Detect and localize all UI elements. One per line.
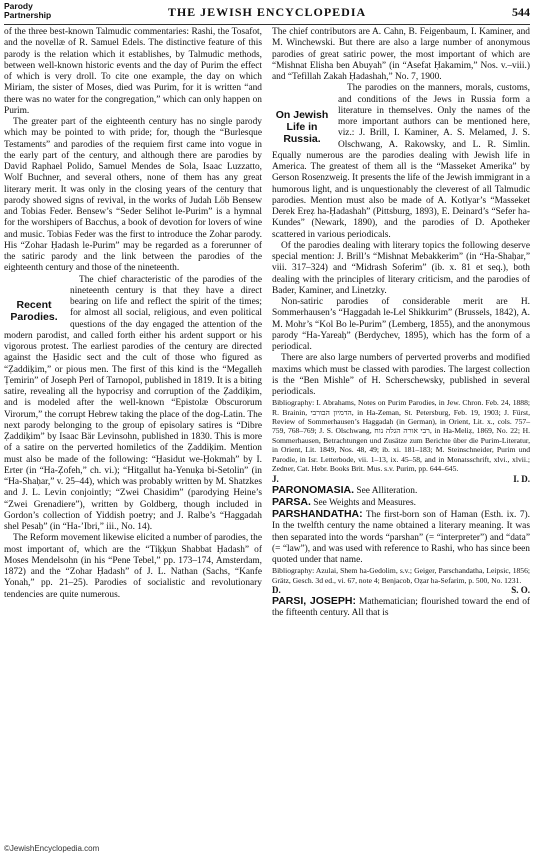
- running-head-section: Parody Partnership: [4, 1, 52, 20]
- paragraph: There are also large numbers of perverted proverbs and modified maxims which must be classed with parodies. The largest collection is the “Ben Mishle” of H. Scherschewsky, published in several periodicals.: [272, 353, 530, 397]
- running-head-title: THE JEWISH ENCYCLOPEDIA: [167, 5, 367, 19]
- entry-title: PARONOMASIA.: [272, 483, 355, 496]
- side-heading-recent-parodies: Recent Parodies.: [10, 298, 58, 323]
- paragraph: of the three best-known Talmudic commentaries: Rashi, the Tosafot, and the novellæ of R. Samuel Edels. The distinctive feature of this parody is the relation which it establishes, by Talmudic methods, between well-known historic events and the day of Purim the effect of which is very droll. To cite one example, the day on which Miriam, the sister of Moses, died was Purim, for it is written “and there was no water for the congregation,” which can only happen on Purim.: [4, 27, 262, 116]
- side-heading-jewish-life-russia: On Jewish Life in Russia.: [275, 109, 329, 146]
- entry-text: Mathematician; flourished toward the end of the fifteenth century. All that is: [272, 597, 530, 619]
- signature-right: I. D.: [513, 473, 530, 484]
- paragraph: The Reform movement likewise elicited a number of parodies, the most important of, which are the “Tiḳḳun Shabbat Ḥadash” of Moses Mendelsohn (in his “Pene Tebel,” pp. 173–174, Amsterdam, 1872) and the “Zohar Ḥadash” of J. L. Nathan (Sachs, “Kanfe Yonah,” pp. 21–25). Parodies of socialistic and revolutionary tendencies are quite numerous.: [4, 533, 262, 600]
- paragraph: Of the parodies dealing with literary topics the following deserve special mention: J. Brill’s “Mishnat Mebakkerim” (in “Ha-Shaḥar,” viii. 317–324) and “Midrash Soferim” (ib. x. 81 et seq.), both dealing with the principles of literary criticism, and the parodies of Bader, Kaminer, and Linetzky.: [272, 240, 530, 296]
- entry-parsi-joseph: [272, 596, 530, 620]
- signature-left: D.: [272, 585, 281, 596]
- cross-reference[interactable]: See Alliteration.: [356, 485, 418, 496]
- page-header: [4, 2, 530, 25]
- page-number: 544: [512, 5, 530, 19]
- entry-title: PARSHANDATHA:: [272, 508, 363, 520]
- left-column: [4, 27, 262, 601]
- entry-title: PARSA.: [272, 495, 311, 508]
- bibliography: Bibliography: Azulai, Shem ha-Gedolim, s.v.; Geiger, Parschandatha, Leipsic, 1856; Grätz, Gesch. 3d ed., vi. 67, note 4; Benjacob, Oẓar ha-Sefarim, p. 500, No. 1231.: [272, 566, 530, 585]
- paragraph: Non-satiric parodies of considerable merit are H. Sommerhausen’s “Haggadah le-Lel Shikkurim” (Brussels, 1842), A. M. Mohr’s “Kol Bo le-Purim” (Lemberg, 1855), and the anonymous parody “Ha-Yareaḥ” (Berdychev, 1895), which has the form of a periodical.: [272, 297, 530, 352]
- paragraph: The chief contributors are A. Cahn, B. Feigenbaum, I. Kaminer, and M. Winchewski. But there are also a large number of anonymous parodies of great satiric power, the most important of which are “Mishnat Elisha ben Abuyah” (in “Asefat Ḥakamim,” Nos. v.–viii.) and “Tefillah Zakah Ḥadashah,” No. 7, 1900.: [272, 27, 530, 82]
- signature-left: J.: [272, 473, 279, 484]
- signature-right: S. O.: [511, 585, 530, 596]
- paragraph: The greater part of the eighteenth century has no single parody which may be pointed to with pride; for, though the “Burlesque Testaments” and parodies of the requiem first came into vogue in the early part of the century, and although there are parodies by David Raphael Polido, Samuel Mendes de Sola, Isaac Luzzatto, Wolf Buchner, and several others, none of them has any great literary merit. It was only in the closing years of the century that parody showed signs of revival, in the works of Judah Löb Bensew and Tobias Feder. Bensew’s “Seder Selihot le-Purim” is a hymnal for the worshipers of Bacchus, a book of devotion for lovers of wine and music. Tobias Feder was the first to introduce the Zohar parody. His “Zohar Ḥadash le-Purim” may be regarded as a forerunner of the satiric parody and the link between the parodies of the eighteenth century and those of the nineteenth.: [4, 117, 262, 274]
- paragraph: The chief characteristic of the parodies of the nineteenth century is that they have a direct bearing on life and reflect the spirit of the times; for almost all social, religious, and even political questions of the day engaged the attention of the modern parodist, and called forth either his ardent support or his vigorous protest. The earliest parodies of the century are directed against the Ḥasidic sect and the cult of those who figured as “Ẓaddiḳim,” or pious men. The first of this kind is the “Megalleh Ṭemirin” of Joseph Perl of Tarnopol, published in 1819. It is a biting satire, revealing all the hypocrisy and corruption of the Ẓaddiḳim, and is modeled after the well-known “Epistolæ Obscurorum Virorum,” the corrupt Hebrew taking the place of the dog-Latin. The next parody belonging to the group of episolary satires is “Dibre Ẓaddiḳim” by Isaac Bär Levinsohn, published in 1830. This is more of a satire on the perverted homiletics of the Ẓaddiḳim. Mention must also be made of the following: “Ḥasidut we-Ḥokmah” by I. Erter (in “Ha-Ẓofeh,” ch. vi.); “Hitgallut ha-Yenuḳa bi-Setolin” (in “Ha-Shaḥar,” v. 25–44), which was probably written by M. Shatzkes and J. L. Levin conjointly; “Zwei Chasidim” (parodying Heine’s “Zwei Grenadiere”), written by Goldberg, though included in Gordon’s collection of Yiddish poetry; and J. Ralbe’s “Haggadah shel Pesaḥ” (in “Ha-’Ibri,” iii., No. 14).: [4, 274, 262, 532]
- entry-text: The first-born son of Haman (Esth. ix. 7). In the twelfth century the name obtained a literary meaning. It was then separated into the words “parshan” (= “interpreter”) and “data” (= “law”), and was used with reference to Rashi, who has since been quoted under that name.: [272, 510, 530, 565]
- cross-reference[interactable]: See Weights and Measures.: [313, 497, 416, 508]
- entry-parshandatha: [272, 509, 530, 566]
- copyright-footer: ©JewishEncyclopedia.com: [4, 844, 100, 853]
- entry-title: PARSI, JOSEPH:: [272, 595, 356, 608]
- paragraph: The parodies on the manners, morals, customs, and conditions of the Jews in Russia form a literature in themselves. Only the names of the more important authors can be mentioned here, viz.: J. Brill, I. Kaminer, A. S. Melamed, J. S. Olschwang, A. Rakowsky, and L. R. Simlin. Equally numerous are the parodies dealing with Jewish life in America. The greatest of them all is the “Masseket Amerika” by Gerson Rosenzweig. It presents the life of the Jewish immigrant in a humorous light, and is unquestionably the cleverest of all Talmudic parodies. Mention must also be made of A. Kotlyar’s “Masseket Derek Ereẓ ha-Ḥadashah” (Pittsburg, 1893), E. Deinard’s “Sefer ha-Kundes” (Newark, 1890), and the parodies of D. Apotheker scattered in various periodicals.: [272, 83, 530, 240]
- bibliography: Bibliography: I. Abrahams, Notes on Purim Parodies, in Jew. Chron. Feb. 24, 1888; R. Brainin, הדמיון הבורבי, in Ha-Zeman, St. Petersburg, Feb. 19, 1903; J. Fürst, Review of Sommerhausen’s Haggadah (in German), in Orient, Lit. x., cols. 757–759, 768–769; J. S. Olschwang, רבי אורה הגלה נוח, in Ha-Meliẓ, 1869, No. 22; H. Sommerhausen, Betrachtungen und Zusätze zum Berichte über die Purim-Literatur, in Orient, Lit. 1849, Nos. 48, 49; ib. xi. 181–183; M. Steinschneider, Purim und Parodie, in Isr. Letterbode, vii. 1–13, ix. 45–58, and in Monatsschrift, xlvi., xlvii.; Zedner, Cat. Hebr. Books Brit. Mus. s.v. Purim, pp. 644–645.: [272, 398, 530, 474]
- right-column: [272, 27, 530, 620]
